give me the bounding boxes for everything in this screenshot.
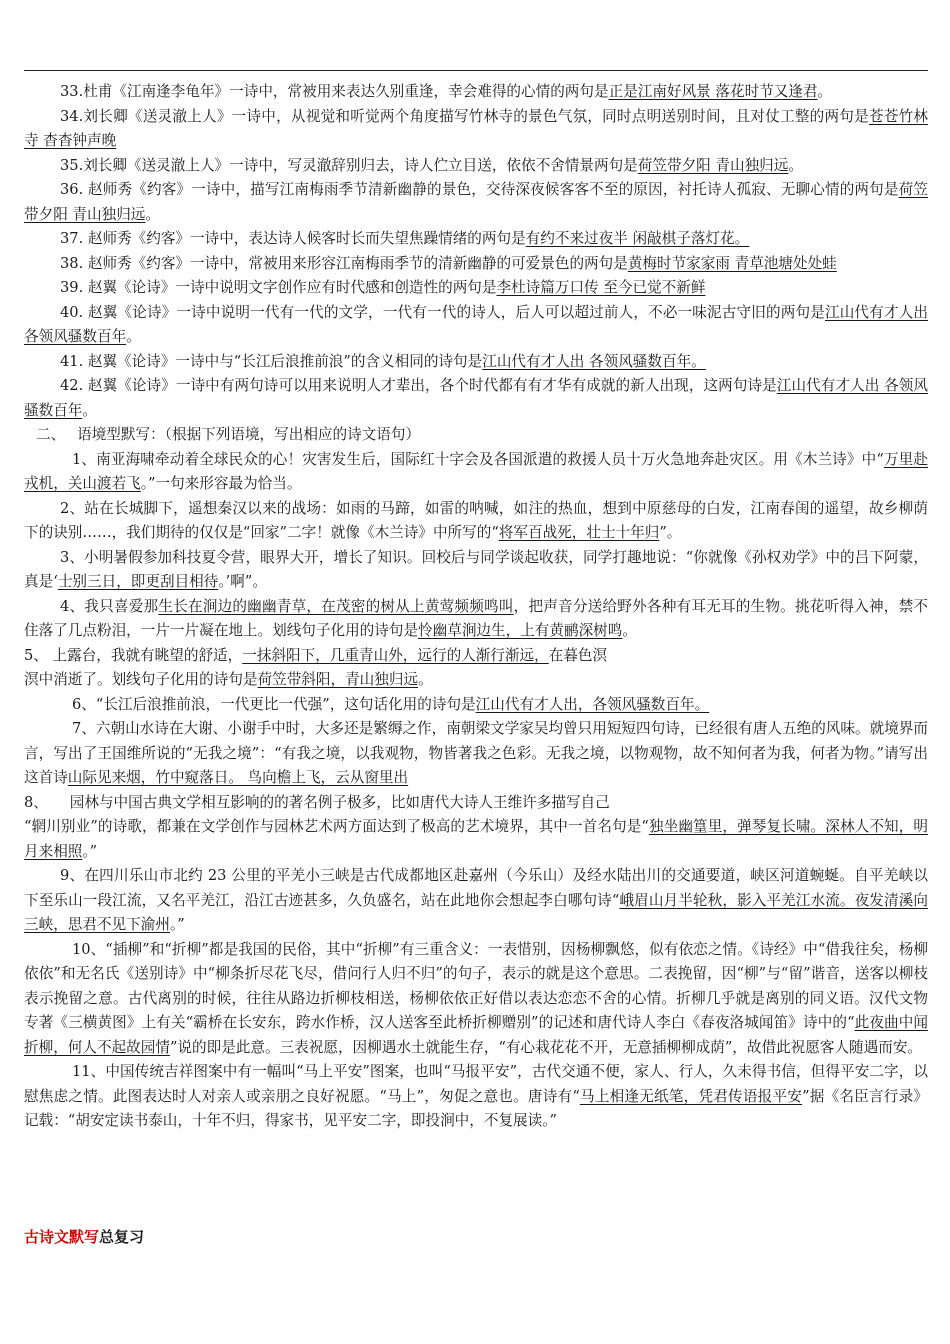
answer: 荷笠带夕阳 青山独归远 xyxy=(637,156,789,174)
answer: 马上相逢无纸笔，凭君传语报平安 xyxy=(579,1087,803,1105)
answer: 江山代有才人出 各领风骚数百年。 xyxy=(482,352,706,370)
question-8-line-1: 8、 园林与中国古典文学相互影响的的著名例子极多，比如唐代大诗人王维许多描写自己 xyxy=(24,793,610,811)
question-10: 10、“插柳”和“折柳”都是我国的民俗，其中“折柳”有三重含义：一表惜别，因杨柳飘悠，似有依恋之情。《诗经》中“借我往矣，杨柳依依”和无名氏《送别诗》中“柳条折尽花飞尽，借问行人归不归”的句子，表示的就是这个意思。二表挽留，因“柳”与“留”谐音，送客以柳枝表示挽留之意。古代离别的时候，往往从路边折柳枝相送，杨柳依依正好借以表达恋恋不舍的心情。折柳几乎就是离别的同义语。汉代文物专著《三横黄图》上有关“霸桥在长安东，跨水作桥，汉人送客至此桥折柳赠别”的记述和唐代诗人李白《春夜洛城闻笛》诗中的“此夜曲中闻折柳，何人不起故园情”说的即是此意。三表祝愿，因柳遇水土就能生存，“有心栽花花不开，无意插柳柳成荫”，故借此祝愿客人随遇而安。 xyxy=(24,940,928,1056)
question-1: 1、南亚海啸牵动着全球民众的心！灾害发生后，国际红十字会及各国派遣的救援人员十万火急地奔赴灾区。用《木兰诗》中“万里赴戎机，关山渡若飞。”一句来形容最为恰当。 xyxy=(24,450,928,492)
fill-in-item: 34.刘长卿《送灵澈上人》一诗中，从视觉和听觉两个角度描写竹林寺的景色气氛，同时点明送别时间，且对仗工整的两句是苍苍竹林寺 杳杳钟声晚 xyxy=(24,107,928,149)
answer: 独坐幽篁里，弹琴复长啸。深林人不知，明月来相照 xyxy=(24,818,928,860)
answer: 苍苍竹林寺 杳杳钟声晚 xyxy=(24,107,928,149)
fill-in-item: 39. 赵翼《论诗》一诗中说明文字创作应有时代感和创造性的两句是李杜诗篇万口传 至今已觉不新鲜 xyxy=(60,279,706,296)
fill-in-item: 42. 赵翼《论诗》一诗中有两句诗可以用来说明人才辈出，各个时代都有有才华有成就的新人出现，这两句诗是江山代有才人出 各领风骚数百年。 xyxy=(24,377,929,419)
fill-in-item: 33.杜甫《江南逢李龟年》一诗中，常被用来表达久别重逢，幸会难得的心情的两句是正是江南好风景 落花时节又逢君。 xyxy=(60,83,833,100)
section-heading: 二、 语境型默写：（根据下列语境，写出相应的诗文语句） xyxy=(36,426,421,443)
page-footer xyxy=(24,1226,144,1247)
answer: 正是江南好风景 落花时节又逢君 xyxy=(608,83,818,100)
question-5-line-2: 溟中消逝了。划线句子化用的诗句是荷笠带斜阳，青山独归远。 xyxy=(24,671,433,688)
question-9: 9、在四川乐山市北约 23 公里的平羌小三峡是古代成都地区赴嘉州（今乐山）及经水陆出川的交通要道，峡区河道蜿蜒。自平羌峡以下至乐山一段江流，又名平羌江，沿江古迹甚多，久负盛名，站在此地你会想起李白哪句诗“峨眉山月半轮秋，影入平羌江水流。夜发清溪向三峡，思君不见下渝州。” xyxy=(24,867,928,933)
answer: 将军百战死，壮士十年归 xyxy=(498,524,660,541)
question-11: 11、中国传统吉祥图案中有一幅叫“马上平安”图案，也叫“马报平安”，古代交通不便，家人、行人，久未得书信，但得平安二字，以慰焦虑之情。此图表达时人对亲人或亲朋之良好祝愿。“马上”，匆促之意也。唐诗有“马上相逢无纸笔，凭君传语报平安”据《名臣言行录》记载：“胡安定读书泰山，十年不归，得家书，见平安二字，即投涧中，不复展读。” xyxy=(24,1063,928,1129)
question-8-line-2: “辋川别业”的诗歌，都兼在文学创作与园林艺术两方面达到了极高的艺术境界，其中一首名句是“独坐幽篁里，弹琴复长啸。深林人不知，明月来相照。” xyxy=(24,818,928,860)
fill-in-list xyxy=(24,80,928,423)
document-body xyxy=(24,80,928,1134)
question-5-line-1: 5、 上露台，我就有眺望的舒适，一抹斜阳下，几重青山外，远行的人渐行渐远，在暮色溟 xyxy=(24,646,608,664)
question-7: 7、六朝山水诗在大谢、小谢手中时，大多还是繁缛之作，南朝梁文学家吴均曾只用短短四句诗，已经很有唐人五绝的风味。就境界而言，写出了王国维所说的“无我之境”：“有我之境，以我观物，物皆著我之色彩。无我之境，以物观物，故不知何者为我，何者为物。”请写出这首诗山际见来烟，竹中窥落日。 鸟向檐上飞，云从窗里出 xyxy=(24,720,928,786)
footer-title: 总复习 xyxy=(99,1228,145,1246)
fill-in-item: 41. 赵翼《论诗》一诗中与“长江后浪推前浪”的含义相同的诗句是江山代有才人出 各领风骚数百年。 xyxy=(60,352,706,370)
answer: 山际见来烟，竹中窥落日。 鸟向檐上飞，云从窗里出 xyxy=(67,769,409,786)
underlined-sentence: 生长在涧边的幽幽青草，在茂密的树从上黄莺频频鸣叫 xyxy=(158,597,514,615)
underlined-sentence: 一抹斜阳下，几重青山外，远行的人渐行渐远， xyxy=(242,646,549,664)
answer: 江山代有才人出 各领风骚数百年 xyxy=(24,377,929,419)
answer: 万里赴戎机，关山渡若飞 xyxy=(24,450,928,492)
question-6: 6、“长江后浪推前浪，一代更比一代强”，这句话化用的诗句是江山代有才人出，各领风骚数百年。 xyxy=(72,695,710,713)
fill-in-item: 37. 赵师秀《约客》一诗中，表达诗人候客时长而失望焦躁情绪的两句是有约不来过夜半 闲敲棋子落灯花。 xyxy=(60,230,750,247)
question-2: 2、站在长城脚下，遥想秦汉以来的战场：如雨的马蹄，如雷的呐喊，如注的热血，想到中原慈母的白发，江南春闺的遥望，故乡柳荫下的诀别……，我们期待的仅仅是“回家”二字！就像《木兰诗》中所写的“将军百战死，壮士十年归”。 xyxy=(24,499,928,541)
answer: 怜幽草涧边生，上有黄鹂深树鸣 xyxy=(418,622,623,639)
question-4: 4、我只喜爱那生长在涧边的幽幽青草，在茂密的树从上黄莺频频鸣叫，把声音分送给野外各种有耳无耳的生物。挑花听得入神，禁不住落了几点粉泪，一片一片凝在地上。划线句子化用的诗句是怜幽草涧边生，上有黄鹂深树鸣。 xyxy=(24,597,928,639)
header-rule xyxy=(24,70,928,71)
footer-title-red: 古诗文默写 xyxy=(24,1228,100,1246)
answer: 峨眉山月半轮秋，影入平羌江水流。夜发清溪向三峡，思君不见下渝州 xyxy=(24,891,928,933)
fill-in-item: 36. 赵师秀《约客》一诗中，描写江南梅雨季节清新幽静的景色，交待深夜候客客不至的原因，衬托诗人孤寂、无聊心情的两句是荷笠带夕阳 青山独归远。 xyxy=(24,181,928,223)
answer: 李杜诗篇万口传 至今已觉不新鲜 xyxy=(496,279,706,296)
answer: 荷笠带夕阳 青山独归远 xyxy=(24,181,928,223)
answer: 黄梅时节家家雨 青草池塘处处蛙 xyxy=(627,254,837,272)
question-3: 3、小明暑假参加科技夏令营，眼界大开，增长了知识。回校后与同学谈起收获，同学打趣地说：“你就像《孙权劝学》中的吕下阿蒙，真是‘士别三日，即更刮目相待。’啊”。 xyxy=(24,548,928,590)
answer: 江山代有才人出，各领风骚数百年。 xyxy=(475,695,710,713)
answer: 有约不来过夜半 闲敲棋子落灯花。 xyxy=(525,230,750,247)
answer: 此夜曲中闻折柳，何人不起故园情 xyxy=(24,1014,928,1056)
answer: 江山代有才人出 各领风骚数百年 xyxy=(24,303,928,345)
fill-in-item: 38. 赵师秀《约客》一诗中，常被用来形容江南梅雨季节的清新幽静的可爱景色的两句是黄梅时节家家雨 青草池塘处处蛙 xyxy=(60,254,837,272)
answer: 士别三日，即更刮目相待 xyxy=(57,573,219,590)
fill-in-item: 35.刘长卿《送灵澈上人》一诗中，写灵澈辞别归去，诗人伫立目送，依依不舍情景两句是荷笠带夕阳 青山独归远。 xyxy=(60,156,803,174)
answer: 荷笠带斜阳，青山独归远 xyxy=(257,671,419,688)
fill-in-item: 40. 赵翼《论诗》一诗中说明一代有一代的文学，一代有一代的诗人，后人可以超过前人，不必一味泥古守旧的两句是江山代有才人出 各领风骚数百年。 xyxy=(24,303,928,345)
